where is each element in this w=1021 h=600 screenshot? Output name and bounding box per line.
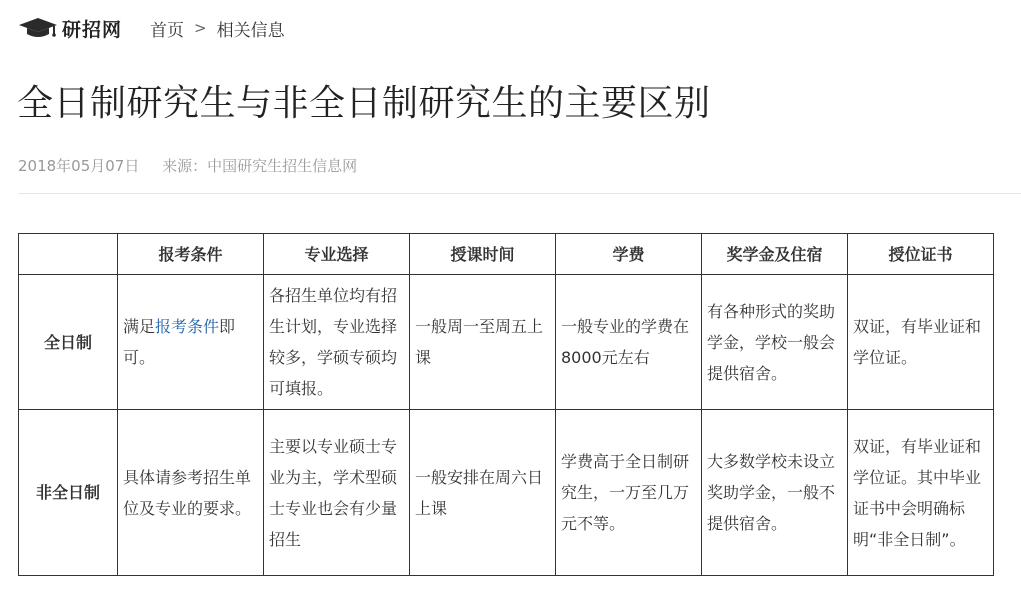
publish-date: 2018年05月07日 bbox=[18, 157, 140, 175]
header-cell-scholarship: 奖学金及住宿 bbox=[702, 234, 848, 275]
cell-major: 主要以专业硕士专业为主，学术型硕士专业也会有少量招生 bbox=[264, 410, 410, 576]
cell-major: 各招生单位均有招生计划，专业选择较多，学硕专硕均可填报。 bbox=[264, 275, 410, 410]
breadcrumb-separator: > bbox=[194, 19, 207, 37]
table-row bbox=[19, 275, 994, 410]
breadcrumb-home-link[interactable]: 首页 bbox=[150, 20, 185, 41]
top-bar bbox=[18, 14, 285, 42]
requirement-prefix: 满足 bbox=[123, 317, 156, 336]
row-label: 非全日制 bbox=[19, 410, 118, 576]
table-header-row bbox=[19, 234, 994, 275]
breadcrumb-current-link[interactable]: 相关信息 bbox=[216, 20, 285, 41]
header-cell-schedule: 授课时间 bbox=[410, 234, 556, 275]
cell-tuition: 学费高于全日制研究生，一万至几万元不等。 bbox=[556, 410, 702, 576]
header-cell-tuition: 学费 bbox=[556, 234, 702, 275]
logo-text: 研招网 bbox=[62, 18, 123, 41]
header-cell-major: 专业选择 bbox=[264, 234, 410, 275]
article-meta bbox=[18, 155, 357, 176]
cell-schedule: 一般周一至周五上课 bbox=[410, 275, 556, 410]
article-source: 来源：中国研究生招生信息网 bbox=[162, 157, 358, 175]
requirement-link[interactable]: 报考条件 bbox=[155, 317, 220, 336]
cell-degree: 双证，有毕业证和学位证。 bbox=[848, 275, 994, 410]
header-cell-degree: 授位证书 bbox=[848, 234, 994, 275]
breadcrumb bbox=[150, 16, 285, 41]
requirement-suffix: 即可。 bbox=[123, 317, 236, 367]
cell-scholarship: 大多数学校未设立奖助学金，一般不提供宿舍。 bbox=[702, 410, 848, 576]
header-cell-empty bbox=[19, 234, 118, 275]
site-logo[interactable] bbox=[18, 15, 122, 42]
cell-requirement bbox=[118, 275, 264, 410]
cell-schedule: 一般安排在周六日上课 bbox=[410, 410, 556, 576]
header-cell-requirement: 报考条件 bbox=[118, 234, 264, 275]
cell-scholarship: 有各种形式的奖助学金，学校一般会提供宿舍。 bbox=[702, 275, 848, 410]
graduation-cap-icon bbox=[18, 16, 62, 40]
divider bbox=[18, 193, 1021, 194]
row-label: 全日制 bbox=[19, 275, 118, 410]
cell-degree: 双证，有毕业证和学位证。其中毕业证书中会明确标明“非全日制”。 bbox=[848, 410, 994, 576]
cell-tuition: 一般专业的学费在8000元左右 bbox=[556, 275, 702, 410]
page-title: 全日制研究生与非全日制研究生的主要区别 bbox=[17, 83, 711, 124]
table-row bbox=[19, 410, 994, 576]
cell-requirement: 具体请参考招生单位及专业的要求。 bbox=[118, 410, 264, 576]
comparison-table bbox=[18, 233, 994, 576]
